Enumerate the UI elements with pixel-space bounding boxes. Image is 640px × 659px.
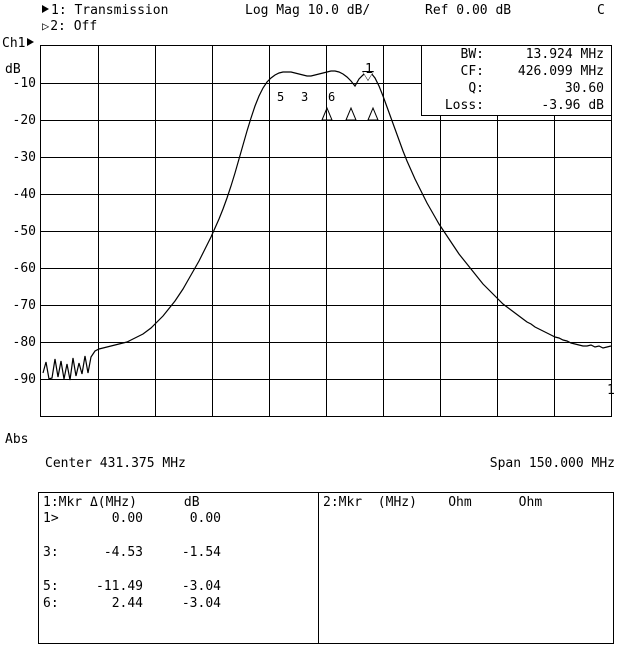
marker-table-2-header: 2:Mkr (MHz) Ohm Ohm: [323, 495, 543, 510]
marker-id: 3:: [43, 545, 59, 560]
marker-delta: -11.49: [96, 579, 143, 594]
marker-tables: [38, 492, 614, 644]
channel-axis-label: [2, 36, 36, 51]
reference-label: Ref 0.00 dB: [425, 3, 512, 18]
marker-id: 6:: [43, 596, 59, 611]
ch1-text: Ch1: [2, 36, 26, 51]
channel2-label: 2: Off: [50, 19, 98, 34]
marker-6-number: 6: [328, 90, 336, 104]
channel2-inactive-icon: ▷: [42, 19, 50, 33]
marker-5-number: 5: [277, 90, 285, 104]
info-value: 30.60: [564, 81, 604, 96]
table-row: [39, 561, 318, 578]
trace-channel-number: 1: [607, 383, 615, 398]
status-bar: [0, 0, 640, 34]
table-row: [39, 578, 318, 595]
marker-table-1[interactable]: [39, 493, 319, 643]
ytick-label: -50: [12, 224, 36, 239]
channel1-label: 1: Transmission: [51, 3, 169, 18]
info-row: [422, 80, 611, 97]
ytick-label: -90: [12, 372, 36, 387]
chart-plot-area[interactable]: [40, 45, 615, 417]
table-row: [39, 544, 318, 561]
marker-db: -1.54: [181, 545, 221, 560]
marker-delta: 2.44: [111, 596, 143, 611]
marker-delta: 0.00: [111, 511, 143, 526]
channel1-status[interactable]: [42, 3, 168, 18]
channel1-active-icon: [42, 5, 49, 13]
marker-table-1-header: 1:Mkr Δ(MHz) dB: [43, 495, 200, 510]
axis-scale-mode: Abs: [5, 432, 29, 447]
marker-id: 5:: [43, 579, 59, 594]
ytick-label: -60: [12, 261, 36, 276]
ch1-pointer-icon: [27, 38, 34, 46]
marker-1-number: 1: [365, 62, 373, 77]
ytick-label: -30: [12, 150, 36, 165]
info-row: [422, 97, 611, 114]
ytick-label: -10: [12, 76, 36, 91]
info-value: 13.924 MHz: [525, 47, 604, 62]
marker-3-number: 3: [301, 90, 309, 104]
marker-table-2[interactable]: [319, 493, 613, 643]
ytick-label: -20: [12, 113, 36, 128]
table-row: [39, 510, 318, 527]
channel2-status[interactable]: [42, 19, 97, 34]
table-row: [39, 527, 318, 544]
info-label: CF:: [460, 64, 484, 79]
table-row: [39, 595, 318, 612]
center-frequency-label[interactable]: Center 431.375 MHz: [45, 456, 186, 471]
marker-db: 0.00: [189, 511, 221, 526]
info-value: -3.96 dB: [541, 98, 604, 113]
correction-label: C: [597, 3, 605, 18]
marker-delta: -4.53: [103, 545, 143, 560]
info-label: Loss:: [444, 98, 484, 113]
info-label: Q:: [468, 81, 484, 96]
span-label[interactable]: Span 150.000 MHz: [489, 456, 615, 471]
marker-small-triangles: [317, 106, 387, 122]
info-row: [422, 46, 611, 63]
ytick-label: -70: [12, 298, 36, 313]
bandwidth-info-box: [421, 46, 611, 116]
marker-db: -3.04: [181, 579, 221, 594]
ytick-label: -80: [12, 335, 36, 350]
info-value: 426.099 MHz: [517, 64, 604, 79]
marker-id: 1>: [43, 511, 59, 526]
format-label: Log Mag 10.0 dB/: [245, 3, 371, 18]
info-label: BW:: [460, 47, 484, 62]
info-row: [422, 63, 611, 80]
axis-unit-label: dB: [5, 62, 21, 77]
marker-db: -3.04: [181, 596, 221, 611]
ytick-label: -40: [12, 187, 36, 202]
